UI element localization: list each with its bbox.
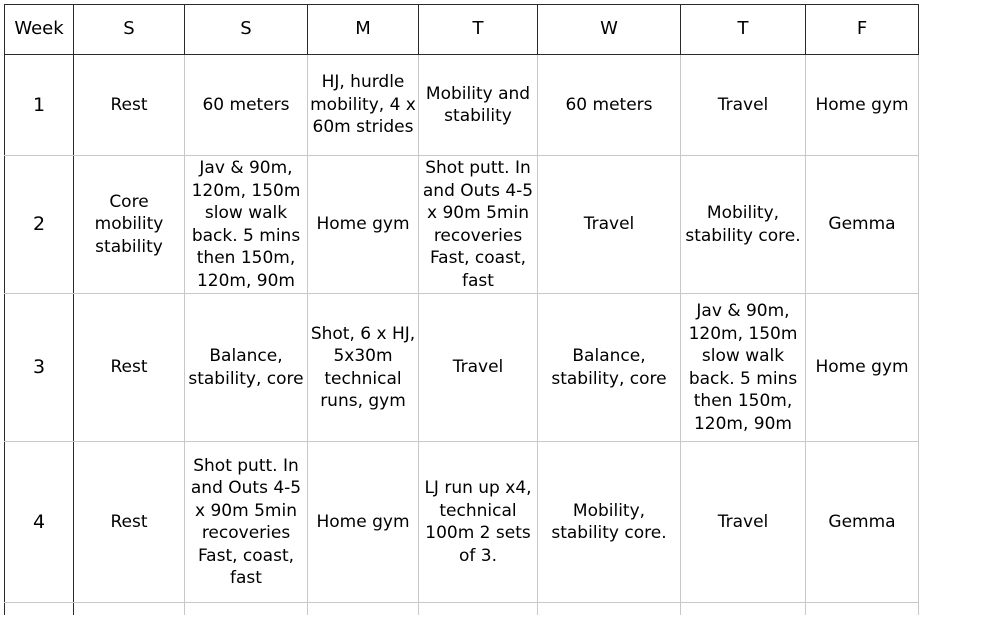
table-cell: Travel bbox=[681, 442, 806, 603]
table-cell: Balance, stability, core bbox=[538, 294, 681, 442]
header-day-thursday: T bbox=[681, 5, 806, 55]
table-cell: Mobility and stability bbox=[419, 55, 538, 156]
table-cell: 60 meters bbox=[185, 55, 308, 156]
table-row-partial bbox=[5, 603, 919, 616]
table-cell: Shot putt. In and Outs 4-5 x 90m 5min recoveries Fast, coast, fast bbox=[419, 156, 538, 294]
table-cell-empty bbox=[419, 603, 538, 616]
table-row bbox=[5, 156, 919, 294]
table-cell: Core mobility stability bbox=[74, 156, 185, 294]
week-number: 1 bbox=[5, 55, 74, 156]
table-cell: Mobility, stability core. bbox=[538, 442, 681, 603]
table-cell: Home gym bbox=[806, 55, 919, 156]
table-row bbox=[5, 442, 919, 603]
table-cell-empty bbox=[74, 603, 185, 616]
table-cell: Rest bbox=[74, 442, 185, 603]
table-cell: Rest bbox=[74, 55, 185, 156]
training-schedule-table bbox=[4, 4, 919, 615]
table-cell: 60 meters bbox=[538, 55, 681, 156]
table-cell: Home gym bbox=[308, 156, 419, 294]
header-day-tuesday: T bbox=[419, 5, 538, 55]
table-cell: Jav & 90m, 120m, 150m slow walk back. 5 mins then 150m, 120m, 90m bbox=[681, 294, 806, 442]
table-cell: HJ, hurdle mobility, 4 x 60m strides bbox=[308, 55, 419, 156]
week-number: 2 bbox=[5, 156, 74, 294]
table-cell: Jav & 90m, 120m, 150m slow walk back. 5 mins then 150m, 120m, 90m bbox=[185, 156, 308, 294]
week-number: 4 bbox=[5, 442, 74, 603]
header-day-wednesday: W bbox=[538, 5, 681, 55]
table-cell-empty bbox=[681, 603, 806, 616]
table-cell-empty bbox=[308, 603, 419, 616]
table-row bbox=[5, 55, 919, 156]
week-number: 3 bbox=[5, 294, 74, 442]
table-cell: LJ run up x4, technical 100m 2 sets of 3. bbox=[419, 442, 538, 603]
table-cell: Gemma bbox=[806, 156, 919, 294]
header-day-monday: M bbox=[308, 5, 419, 55]
table-cell: Gemma bbox=[806, 442, 919, 603]
table-cell: Shot, 6 x HJ, 5x30m technical runs, gym bbox=[308, 294, 419, 442]
header-row bbox=[5, 5, 919, 55]
table-cell: Home gym bbox=[806, 294, 919, 442]
table-cell-empty bbox=[538, 603, 681, 616]
table-cell-empty bbox=[806, 603, 919, 616]
table-cell-empty bbox=[185, 603, 308, 616]
table-cell: Balance, stability, core bbox=[185, 294, 308, 442]
header-week: Week bbox=[5, 5, 74, 55]
table-cell: Mobility, stability core. bbox=[681, 156, 806, 294]
table-cell: Rest bbox=[74, 294, 185, 442]
table-cell: Home gym bbox=[308, 442, 419, 603]
header-day-sunday: S bbox=[185, 5, 308, 55]
table-cell-empty bbox=[5, 603, 74, 616]
table-cell: Travel bbox=[681, 55, 806, 156]
table-row bbox=[5, 294, 919, 442]
header-day-friday: F bbox=[806, 5, 919, 55]
table-cell: Travel bbox=[419, 294, 538, 442]
table-cell: Travel bbox=[538, 156, 681, 294]
header-day-saturday: S bbox=[74, 5, 185, 55]
table-cell: Shot putt. In and Outs 4-5 x 90m 5min recoveries Fast, coast, fast bbox=[185, 442, 308, 603]
